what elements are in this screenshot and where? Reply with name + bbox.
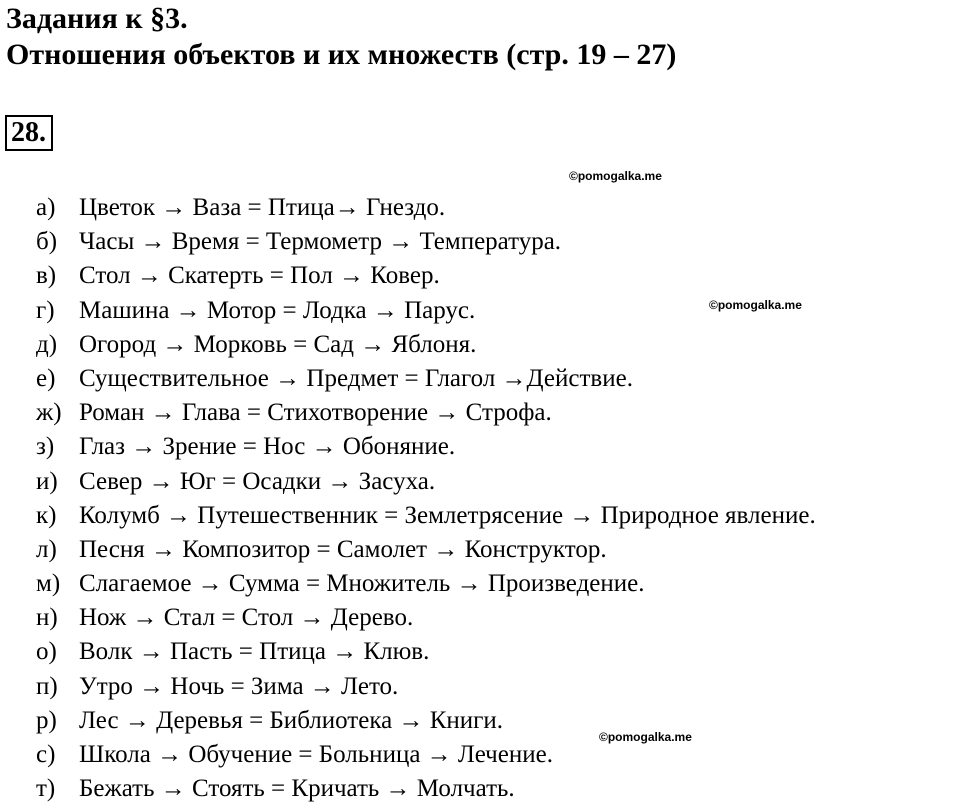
answer-item [36,635,816,669]
answer-item [36,396,816,430]
item-text: Нож → Стал = Стол → Дерево. [79,604,414,632]
answer-item [36,191,816,225]
item-marker: б) [36,228,58,256]
item-text: Роман → Глава = Стихотворение → Строфа. [79,399,552,427]
answer-item [36,670,816,704]
answer-item [36,601,816,635]
item-text: Утро → Ночь = Зима → Лето. [79,672,399,700]
item-text: Бежать → Стоять = Кричать → Молчать. [79,775,515,803]
item-text: Песня → Композитор = Самолет → Конструктор. [79,535,607,563]
item-text: Глаз → Зрение = Нос → Обоняние. [79,433,456,461]
item-text: Лес → Деревья = Библиотека → Книги. [79,706,504,734]
item-marker: т) [36,775,56,803]
item-text: Волк → Пасть = Птица → Клюв. [79,638,430,666]
item-marker: в) [36,262,57,290]
item-marker: ж) [36,399,62,427]
item-marker: е) [36,364,56,392]
answer-item [36,294,816,328]
watermark: ©pomogalka.me [569,169,662,183]
item-marker: м) [36,570,61,598]
item-marker: с) [36,741,56,768]
item-text: Существительное → Предмет = Глагол →Действие. [79,364,633,392]
item-marker: г) [36,296,55,324]
answer-item [36,499,816,533]
item-text: Стол → Скатерть = Пол → Ковер. [79,262,440,290]
item-text: Север → Юг = Осадки → Засуха. [79,467,436,495]
answer-item [36,567,816,601]
item-marker: к) [36,501,57,529]
item-text: Часы → Время = Термометр → Температура. [79,228,562,256]
answer-item [36,362,816,396]
task-number-badge: 28. [5,115,53,151]
watermark: ©pomogalka.me [709,298,802,312]
answer-item [36,328,816,362]
item-marker: о) [36,638,57,666]
item-text: Школа → Обучение = Больница → Лечение. [79,741,553,768]
item-text: Огород → Морковь = Сад → Яблоня. [79,330,477,358]
answer-item [36,738,816,772]
item-text: Слагаемое → Сумма = Множитель → Произведение. [79,570,645,598]
answer-list [36,191,816,806]
item-marker: л) [36,535,57,563]
section-title: Задания к §3. [6,2,188,35]
item-marker: з) [36,433,55,461]
section-subtitle: Отношения объектов и их множеств (стр. 19 – 27) [6,38,677,71]
item-text: Колумб → Путешественник = Землетрясение → Природное явление. [79,501,816,529]
answer-item [36,225,816,259]
answer-item [36,465,816,499]
item-marker: п) [36,672,58,700]
item-marker: н) [36,604,58,632]
item-marker: д) [36,330,58,358]
watermark: ©pomogalka.me [599,730,692,744]
answer-item [36,259,816,293]
item-marker: и) [36,467,58,495]
answer-item [36,772,816,806]
item-text: Цветок → Ваза = Птица→ Гнездо. [79,194,446,221]
item-marker: а) [36,194,56,221]
answer-item [36,533,816,567]
answer-item [36,704,816,738]
item-marker: р) [36,706,57,734]
item-text: Машина → Мотор = Лодка → Парус. [79,296,476,324]
answer-item [36,430,816,464]
